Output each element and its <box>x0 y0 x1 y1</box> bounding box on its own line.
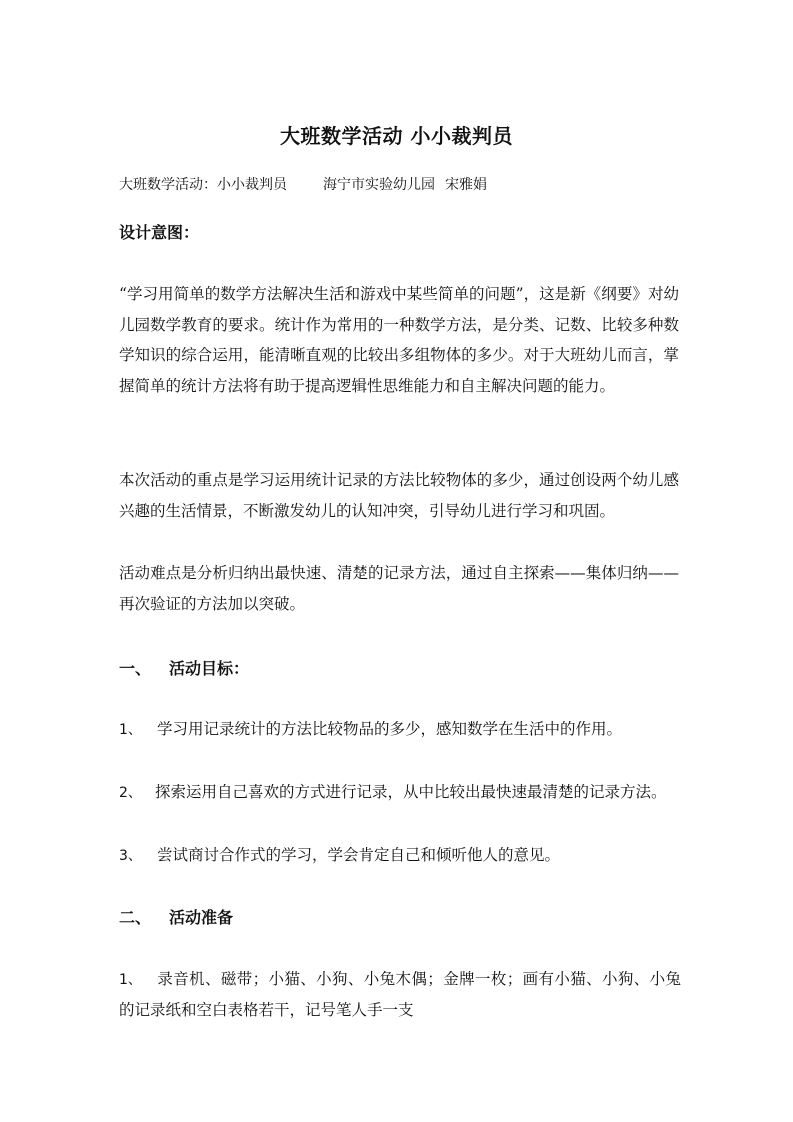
list-text: 学习用记录统计的方法比较物品的多少，感知数学在生活中的作用。 <box>157 720 623 738</box>
paragraph-difficulty: 活动难点是分析归纳出最快速、清楚的记录方法，通过自主探索——集体归纳——再次验证的方法加以突破。 <box>119 564 679 613</box>
meta-activity: 大班数学活动：小小裁判员 <box>119 177 287 193</box>
list-number: 3、 <box>119 848 142 864</box>
section-title: 活动目标： <box>169 659 250 678</box>
list-item-goal-1 <box>119 714 681 745</box>
meta-author: 宋雅娟 <box>445 177 487 193</box>
section-prep-heading <box>119 905 679 928</box>
list-item-goal-2 <box>119 777 681 808</box>
list-number: 1、 <box>119 722 142 738</box>
meta-school: 海宁市实验幼儿园 <box>323 177 435 193</box>
document-title: 大班数学活动 小小裁判员 <box>280 124 513 148</box>
section-number: 二、 <box>119 908 152 927</box>
list-text: 尝试商讨合作式的学习，学会肯定自己和倾听他人的意见。 <box>157 846 561 864</box>
section-number: 一、 <box>119 659 152 678</box>
paragraph-focus: 本次活动的重点是学习运用统计记录的方法比较物体的多少，通过创设两个幼儿感兴趣的生活情景，不断激发幼儿的认知冲突，引导幼儿进行学习和巩固。 <box>119 471 679 520</box>
list-text: 探索运用自己喜欢的方式进行记录，从中比较出最快速最清楚的记录方法。 <box>155 783 667 801</box>
list-item-goal-3 <box>119 840 681 871</box>
list-item-prep-1 <box>119 964 681 1025</box>
section-goals-heading <box>119 656 679 679</box>
section-title: 活动准备 <box>169 908 234 927</box>
list-text: 录音机、磁带；小猫、小狗、小兔木偶；金牌一枚；画有小猫、小狗、小兔的记录纸和空白表格若干，记号笔人手一支 <box>119 970 681 1019</box>
list-number: 1、 <box>119 972 142 988</box>
paragraph-intent: “学习用简单的数学方法解决生活和游戏中某些简单的问题”，这是新《纲要》对幼儿园数学教育的要求。统计作为常用的一种数学方法，是分类、记数、比较多种数学知识的综合运用，能清晰直观的比较出多组物体的多少。对于大班幼儿而言，掌握简单的统计方法将有助于提高逻辑性思维能力和自主解决问题的能力。 <box>119 285 679 395</box>
list-number: 2、 <box>119 785 142 801</box>
document-meta <box>119 174 679 194</box>
design-heading: 设计意图： <box>119 223 200 242</box>
